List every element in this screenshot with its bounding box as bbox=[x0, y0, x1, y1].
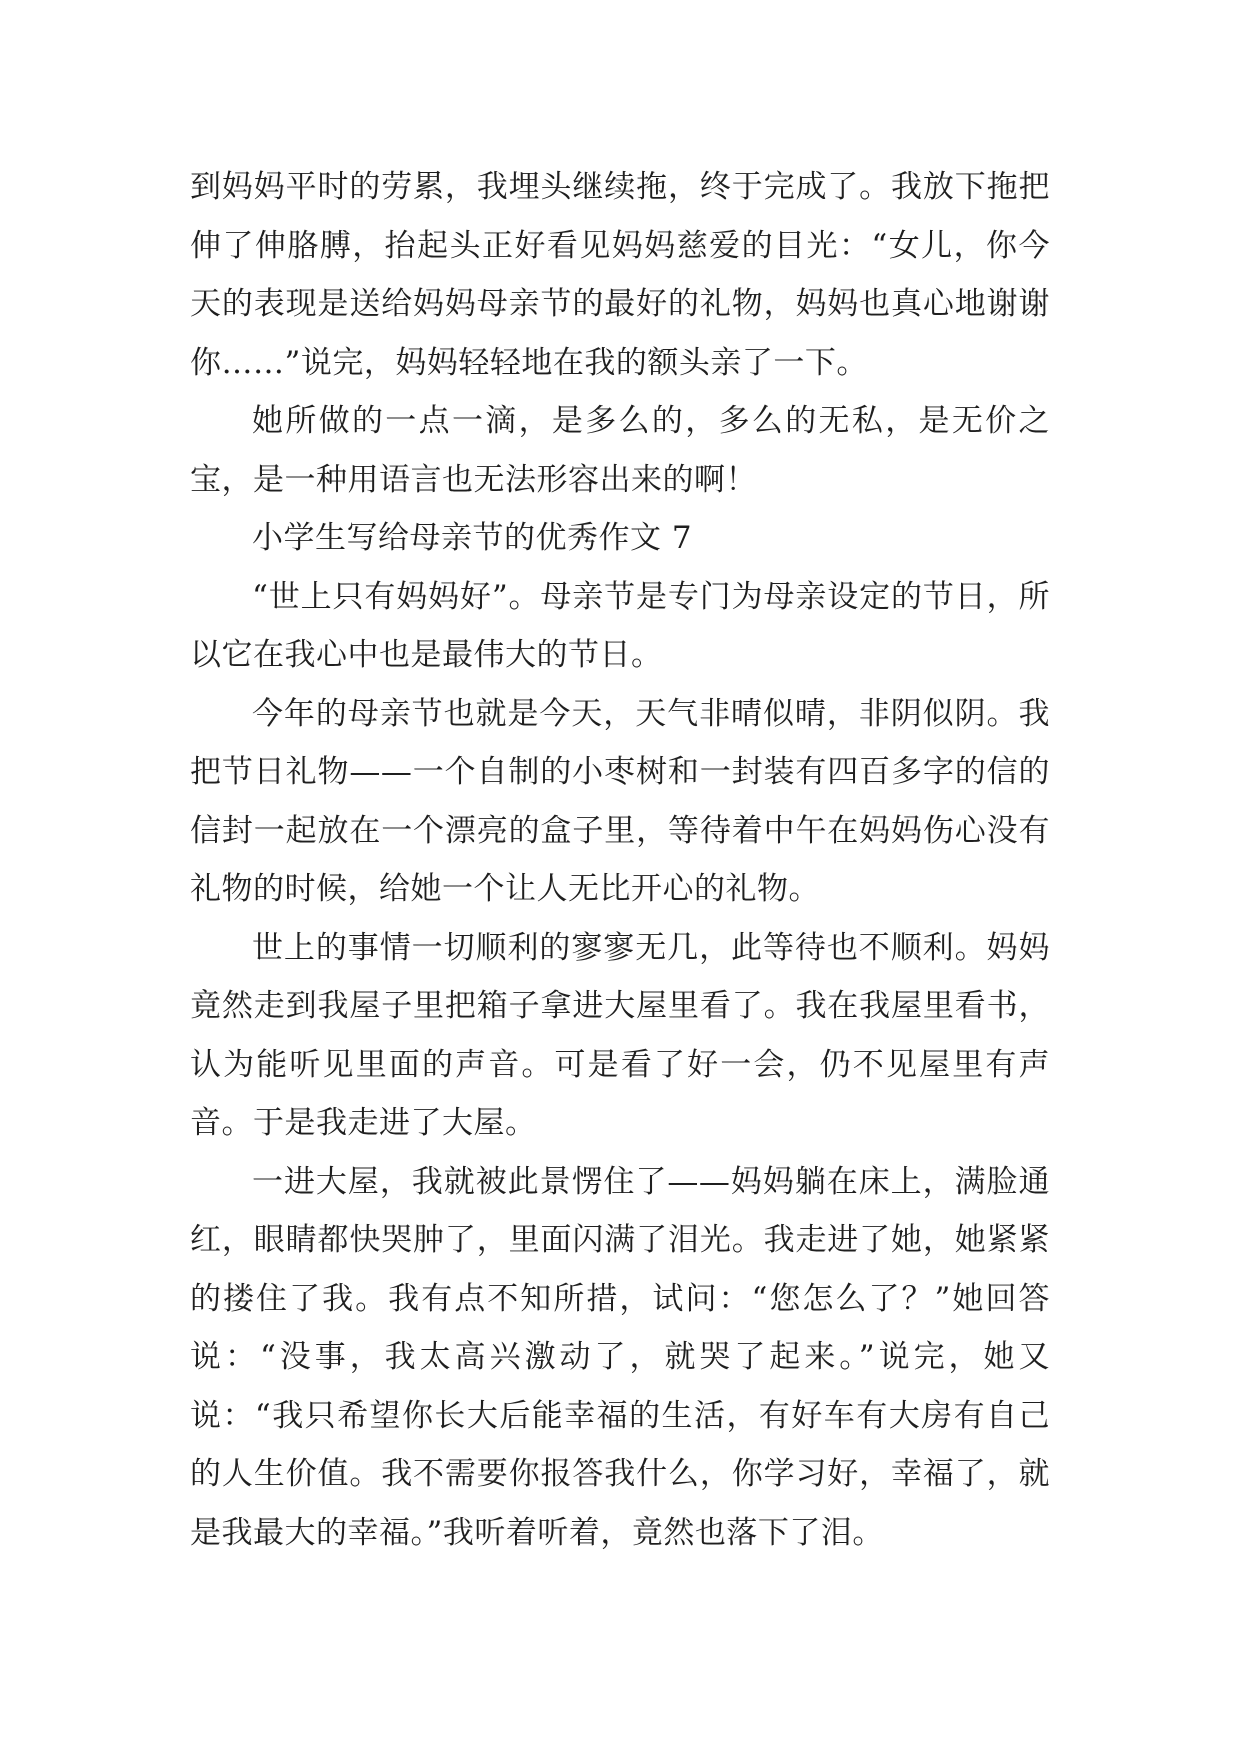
paragraph-5: 世上的事情一切顺利的寥寥无几，此等待也不顺利。妈妈竟然走到我屋子里把箱子拿进大屋里看了。我在我屋里看书，认为能听见里面的声音。可是看了好一会，仍不见屋里有声音。于是我走进了大屋。 bbox=[190, 929, 1050, 1141]
paragraph-3: “世上只有妈妈好”。母亲节是专门为母亲设定的节日，所以它在我心中也是最伟大的节日。 bbox=[190, 578, 1050, 673]
section-heading: 小学生写给母亲节的优秀作文 7 bbox=[252, 520, 693, 556]
paragraph-6: 一进大屋，我就被此景愣住了——妈妈躺在床上，满脸通红，眼睛都快哭肿了，里面闪满了泪光。我走进了她，她紧紧的搂住了我。我有点不知所措，试问：“您怎么了？”她回答说：“没事，我太高兴激动了，就哭了起来。”说完，她又说：“我只希望你长大后能幸福的生活，有好车有大房有自己的人生价值。我不需要你报答我什么，你学习好，幸福了，就是我最大的幸福。”我听着听着，竟然也落下了泪。 bbox=[190, 1163, 1050, 1551]
paragraph-2: 她所做的一点一滴，是多么的，多么的无私，是无价之宝，是一种用语言也无法形容出来的啊！ bbox=[190, 403, 1050, 498]
paragraph-4: 今年的母亲节也就是今天，天气非晴似晴，非阴似阴。我把节日礼物——一个自制的小枣树和一封装有四百多字的信的信封一起放在一个漂亮的盒子里，等待着中午在妈妈伤心没有礼物的时候，给她一个让人无比开心的礼物。 bbox=[190, 695, 1050, 907]
document-body bbox=[190, 158, 1050, 1562]
paragraph-1: 到妈妈平时的劳累，我埋头继续拖，终于完成了。我放下拖把伸了伸胳膊，抬起头正好看见妈妈慈爱的目光：“女儿，你今天的表现是送给妈妈母亲节的最好的礼物，妈妈也真心地谢谢你……”说完，妈妈轻轻地在我的额头亲了一下。 bbox=[190, 169, 1050, 381]
